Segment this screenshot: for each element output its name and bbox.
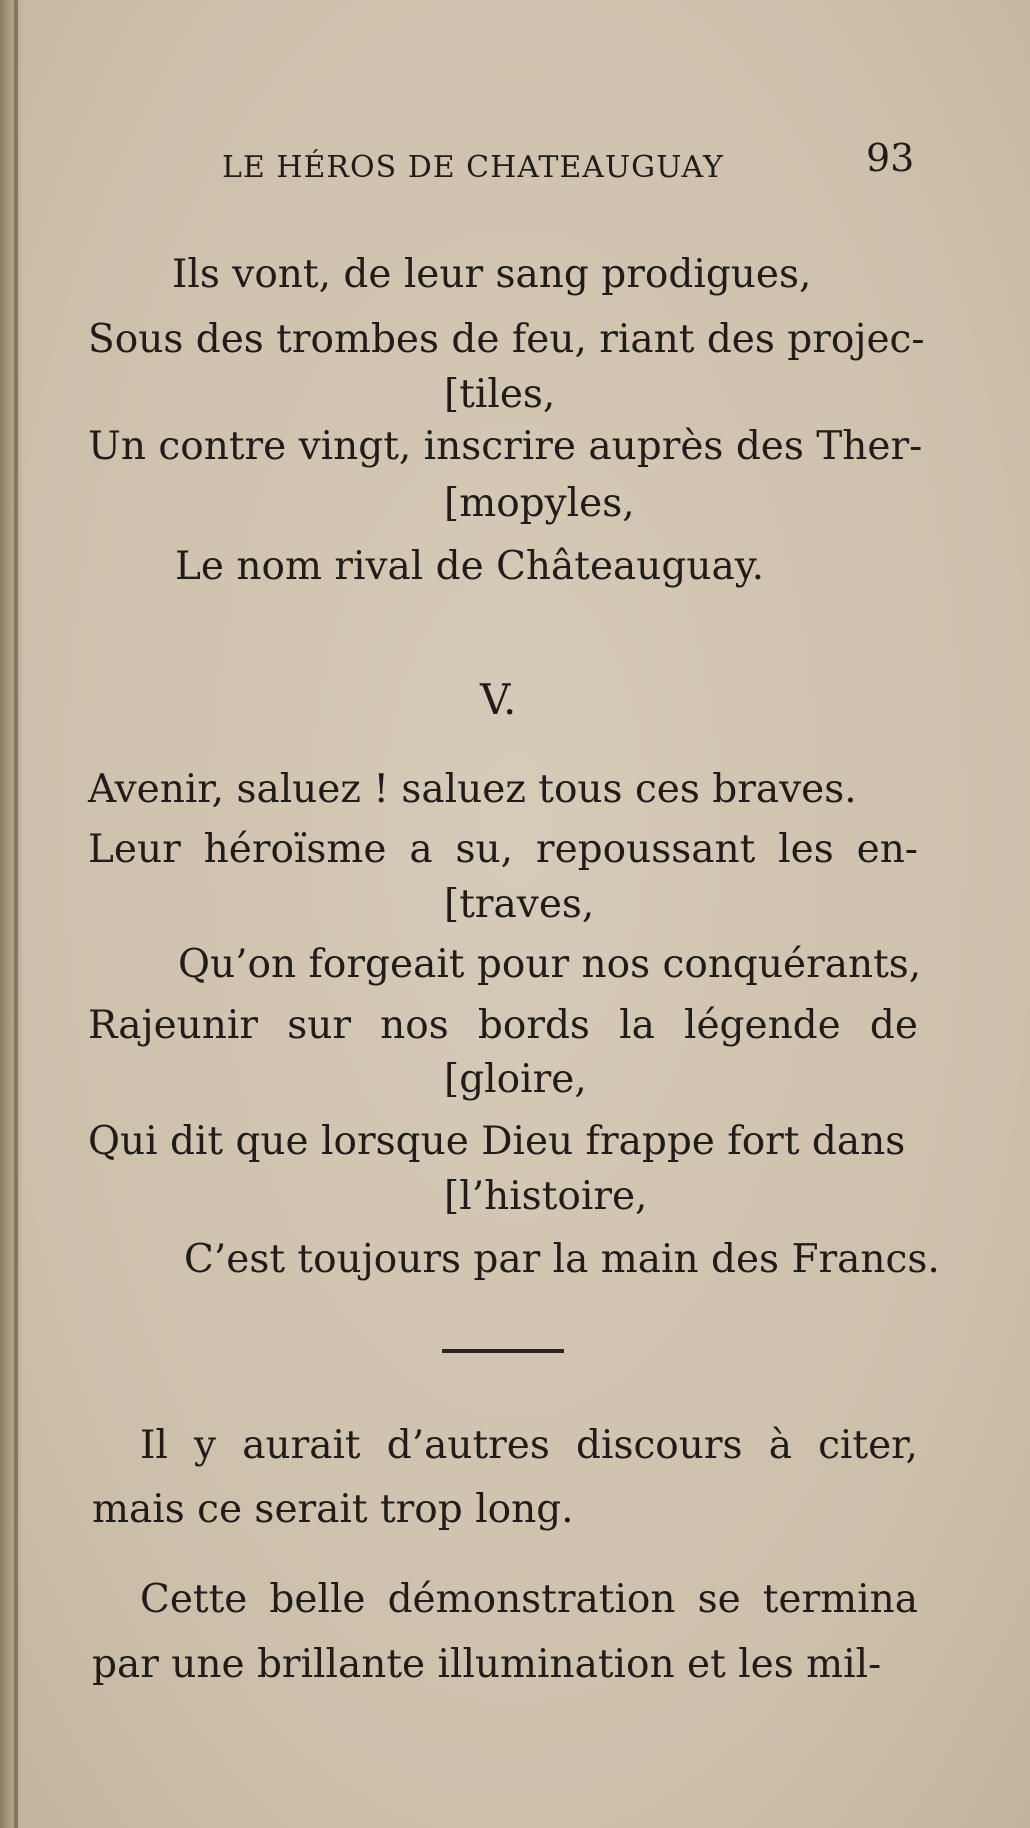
- prose-word: Cette: [140, 1577, 248, 1622]
- book-spine-edge: [0, 0, 22, 1828]
- verse-word: en-: [856, 827, 918, 872]
- prose-word: à: [768, 1423, 792, 1468]
- prose-word: discours: [576, 1423, 743, 1468]
- verse-word: la: [619, 1003, 655, 1048]
- verse-word: su,: [455, 827, 514, 872]
- verse-word: sur: [287, 1003, 351, 1048]
- verse-line: [88, 827, 918, 872]
- prose-word: belle: [269, 1577, 366, 1622]
- prose-word: d’autres: [386, 1423, 550, 1468]
- prose-word: citer,: [818, 1423, 918, 1468]
- prose-word: Il: [140, 1423, 168, 1468]
- prose-line: [140, 1423, 918, 1468]
- verse-word: les: [778, 827, 834, 872]
- verse-line-continuation: [gloire,: [444, 1057, 587, 1102]
- verse-line-continuation: [traves,: [444, 882, 595, 927]
- verse-word: bords: [477, 1003, 590, 1048]
- prose-line: mais ce serait trop long.: [92, 1487, 574, 1532]
- running-title: LE HÉROS DE CHATEAUGUAY: [222, 150, 724, 185]
- spine-shadow-line: [14, 0, 18, 1828]
- section-heading: V.: [480, 675, 517, 724]
- verse-word: nos: [380, 1003, 449, 1048]
- verse-line: Qu’on forgeait pour nos conquérants,: [178, 942, 922, 987]
- verse-line: Un contre vingt, inscrire auprès des Ther-: [88, 424, 923, 469]
- verse-word: héroïsme: [203, 827, 387, 872]
- prose-word: termina: [762, 1577, 918, 1622]
- prose-word: démonstration: [387, 1577, 676, 1622]
- verse-word: Rajeunir: [88, 1003, 259, 1048]
- prose-line: par une brillante illumination et les mil-: [92, 1642, 882, 1687]
- prose-word: y: [194, 1423, 217, 1468]
- verse-word: Leur: [88, 827, 181, 872]
- verse-line: Le nom rival de Châteauguay.: [175, 544, 764, 589]
- verse-line-continuation: [tiles,: [444, 372, 556, 417]
- verse-word: légende: [683, 1003, 841, 1048]
- page-number: 93: [866, 136, 915, 180]
- verse-line: Qui dit que lorsque Dieu frappe fort dans: [88, 1119, 906, 1164]
- section-divider-rule: [442, 1349, 564, 1353]
- verse-line: Ils vont, de leur sang prodigues,: [172, 252, 812, 297]
- prose-word: aurait: [242, 1423, 361, 1468]
- verse-line: Sous des trombes de feu, riant des projec-: [88, 317, 925, 362]
- prose-word: se: [697, 1577, 741, 1622]
- prose-line: [140, 1577, 918, 1622]
- verse-line: Avenir, saluez ! saluez tous ces braves.: [88, 767, 857, 812]
- verse-line: C’est toujours par la main des Francs.: [184, 1237, 940, 1282]
- verse-word: de: [869, 1003, 918, 1048]
- verse-word: repoussant: [535, 827, 756, 872]
- verse-word: a: [409, 827, 433, 872]
- verse-line-continuation: [l’histoire,: [444, 1174, 648, 1219]
- verse-line: [88, 1003, 918, 1048]
- verse-line-continuation: [mopyles,: [444, 481, 635, 526]
